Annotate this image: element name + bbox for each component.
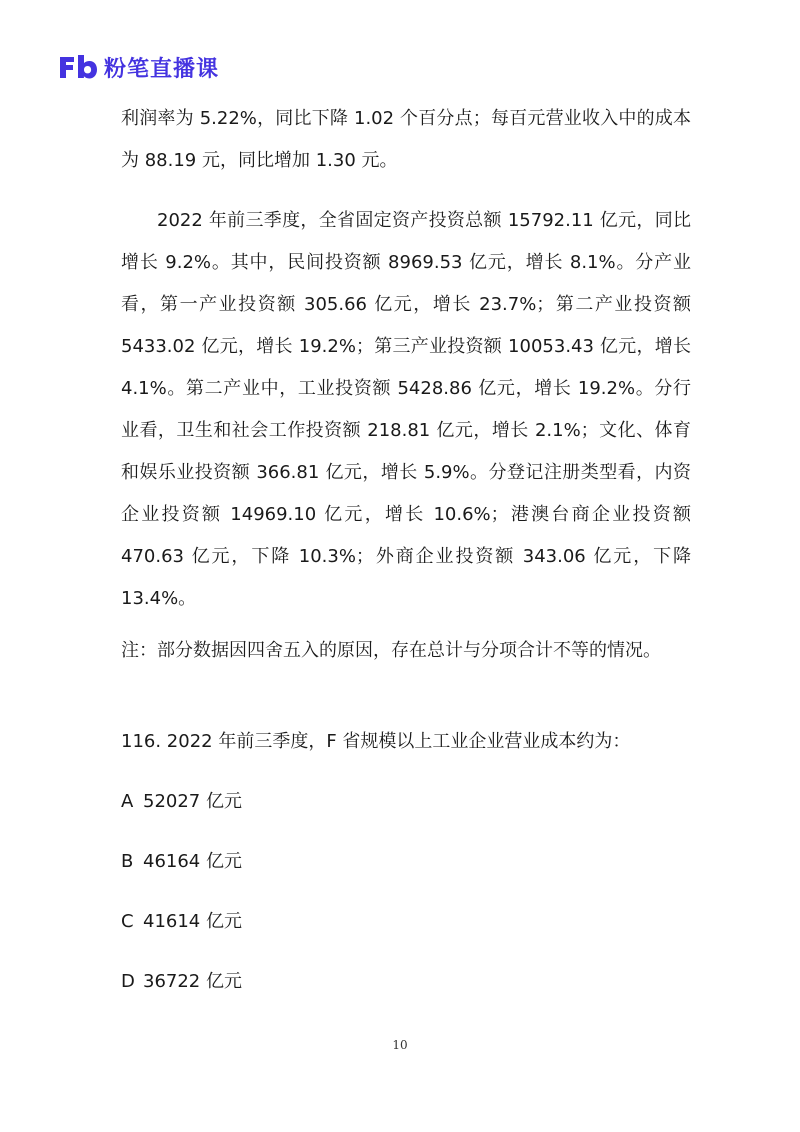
paragraph-profit: 利润率为 5.22%，同比下降 1.02 个百分点；每百元营业收入中的成本为 88.19 元，同比增加 1.30 元。	[121, 108, 691, 171]
paragraph-investment: 2022 年前三季度，全省固定资产投资总额 15792.11 亿元，同比增长 9.2%。其中，民间投资额 8969.53 亿元，增长 8.1%。分产业看，第一产业投资额 305.66 亿元，增长 23.7%；第二产业投资额 5433.02 亿元，增长 19.2%；第三产业投资额 10053.43 亿元，增长 4.1%。第二产业中，工业投资额 5428.86 亿元，增长 19.2%。分行业看，卫生和社会工作投资额 218.81 亿元，增长 2.1%；文化、体育和娱乐业投资额 366.81 亿元，增长 5.9%。分登记注册类型看，内资企业投资额 14969.10 亿元，增长 10.6%；港澳台商企业投资额 470.63 亿元，下降 10.3%；外商企业投资额 343.06 亿元，下降 13.4%。	[121, 210, 691, 609]
option-text: 41614 亿元	[143, 911, 242, 932]
article-body	[121, 98, 691, 672]
brand-name: 粉笔直播课	[104, 56, 220, 82]
option-a[interactable]	[121, 782, 242, 822]
option-letter: B	[121, 851, 134, 872]
fb-logo-icon	[58, 52, 98, 82]
option-text: 52027 亿元	[143, 791, 242, 812]
option-d[interactable]	[121, 962, 242, 1002]
question-stem: 116. 2022 年前三季度，F 省规模以上工业企业营业成本约为：	[121, 731, 631, 752]
option-text: 46164 亿元	[143, 851, 242, 872]
data-note: 注：部分数据因四舍五入的原因，存在总计与分项合计不等的情况。	[121, 640, 661, 661]
page-number: 10	[392, 1038, 408, 1052]
option-b[interactable]	[121, 842, 242, 882]
option-letter: A	[121, 791, 134, 812]
option-letter: C	[121, 911, 134, 932]
option-text: 36722 亿元	[143, 971, 242, 992]
header-brand	[58, 50, 219, 84]
option-c[interactable]	[121, 902, 242, 942]
option-letter: D	[121, 971, 135, 992]
